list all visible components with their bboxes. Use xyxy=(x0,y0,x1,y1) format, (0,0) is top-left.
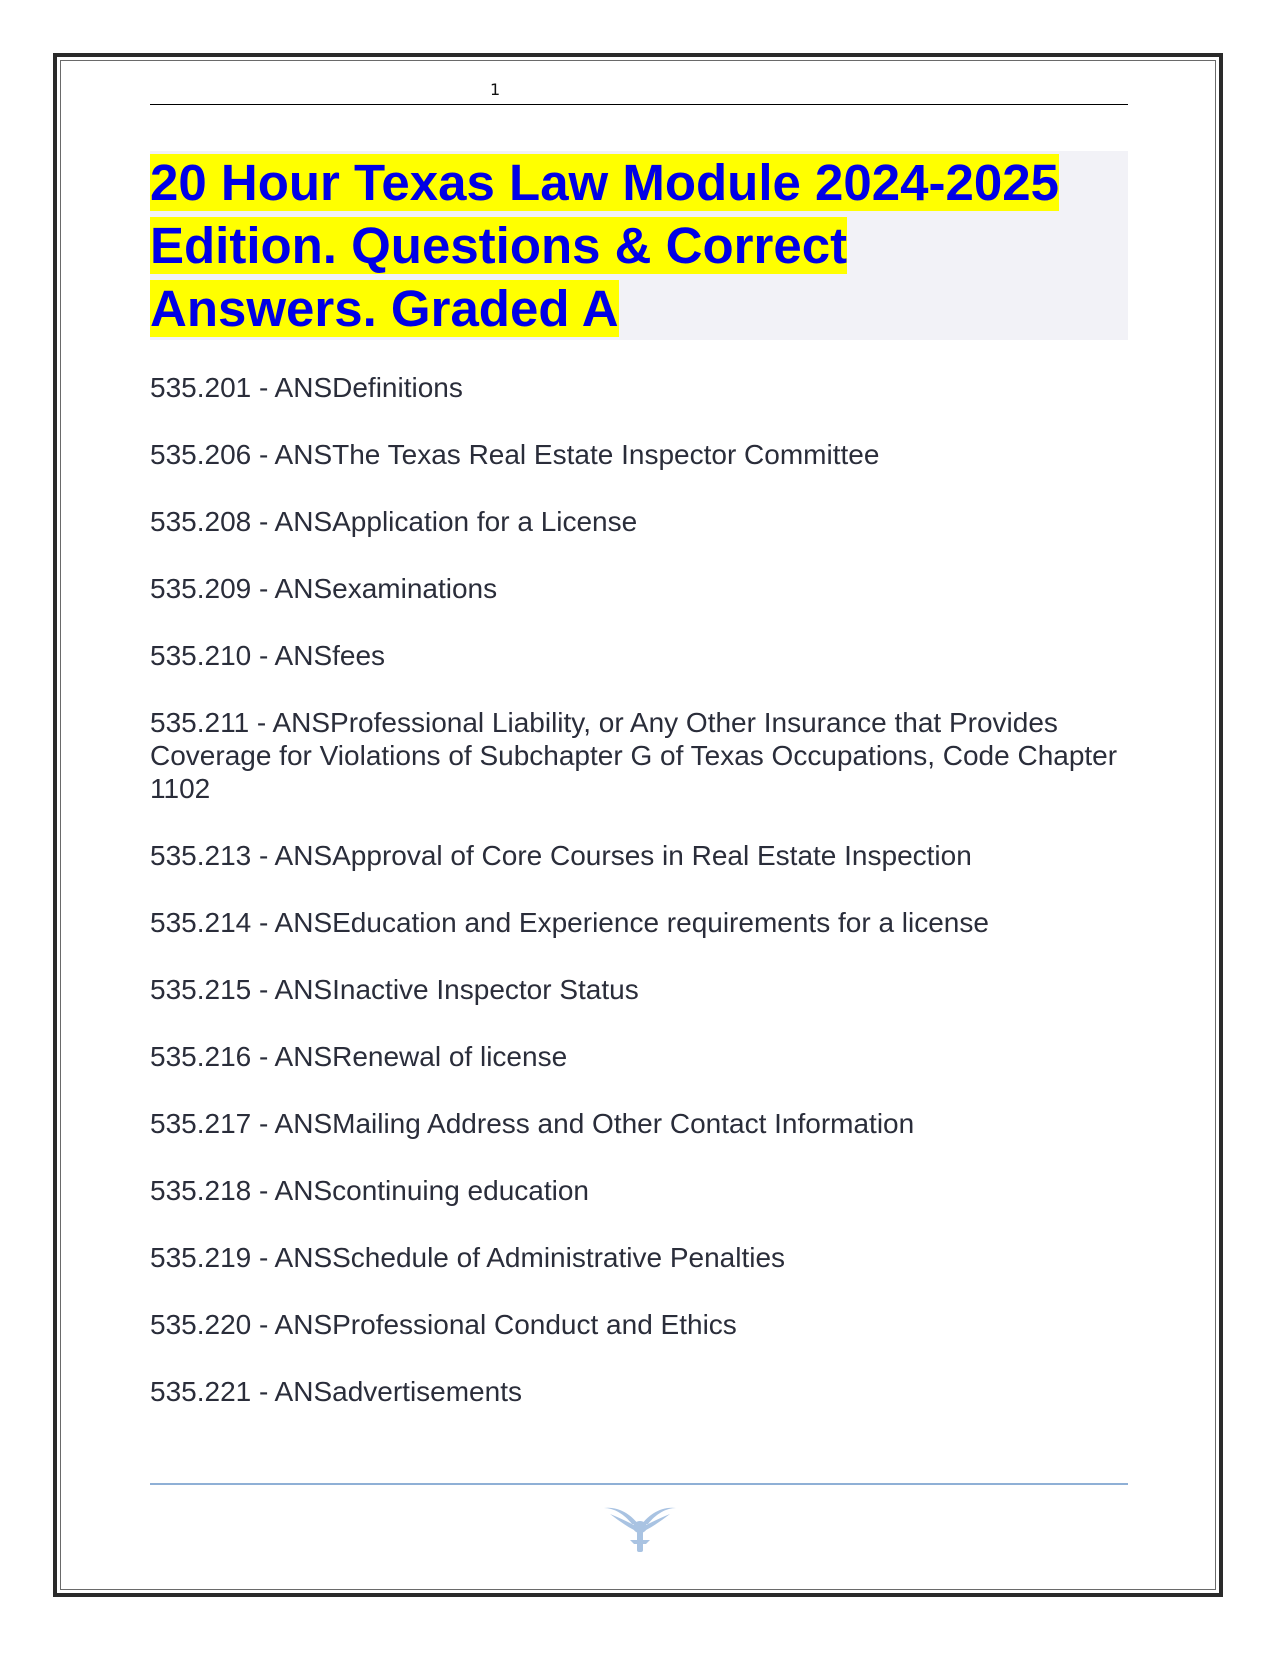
list-item: 535.219 - ANSSchedule of Administrative Penalties xyxy=(150,1242,786,1273)
list-item: 535.217 - ANSMailing Address and Other Contact Information xyxy=(150,1108,915,1139)
list-item: 535.214 - ANSEducation and Experience requirements for a license xyxy=(150,907,989,938)
page-header xyxy=(150,74,1128,105)
title-block xyxy=(150,151,1128,340)
list-item: 535.213 - ANSApproval of Core Courses in Real Estate Inspection xyxy=(150,840,972,871)
list-item: 535.221 - ANSadvertisements xyxy=(150,1376,522,1407)
list-item: 535.216 - ANSRenewal of license xyxy=(150,1041,568,1072)
footer-divider xyxy=(150,1483,1128,1485)
question-answer-list xyxy=(150,371,1128,1442)
list-item: 535.215 - ANSInactive Inspector Status xyxy=(150,974,639,1005)
list-item: 535.220 - ANSProfessional Conduct and Ethics xyxy=(150,1309,737,1340)
list-item: 535.208 - ANSApplication for a License xyxy=(150,506,638,537)
document-title xyxy=(150,151,1128,340)
title-line-2: Edition. Questions & Correct xyxy=(150,217,848,274)
list-item: 535.218 - ANScontinuing education xyxy=(150,1175,589,1206)
list-item: 535.209 - ANSexaminations xyxy=(150,573,498,604)
page-number: 1 xyxy=(490,80,501,99)
list-item: 535.201 - ANSDefinitions xyxy=(150,372,463,403)
bird-logo-icon xyxy=(602,1500,678,1554)
list-item: 535.210 - ANSfees xyxy=(150,640,386,671)
title-line-1: 20 Hour Texas Law Module 2024-2025 xyxy=(150,154,1059,211)
title-line-3: Answers. Graded A xyxy=(150,280,619,337)
list-item: 535.211 - ANSProfessional Liability, or Any Other Insurance that Provides Coverage for Violations of Subchapter G of Texas Occupations, Code Chapter 1102 xyxy=(150,707,1118,804)
list-item: 535.206 - ANSThe Texas Real Estate Inspector Committee xyxy=(150,439,880,470)
